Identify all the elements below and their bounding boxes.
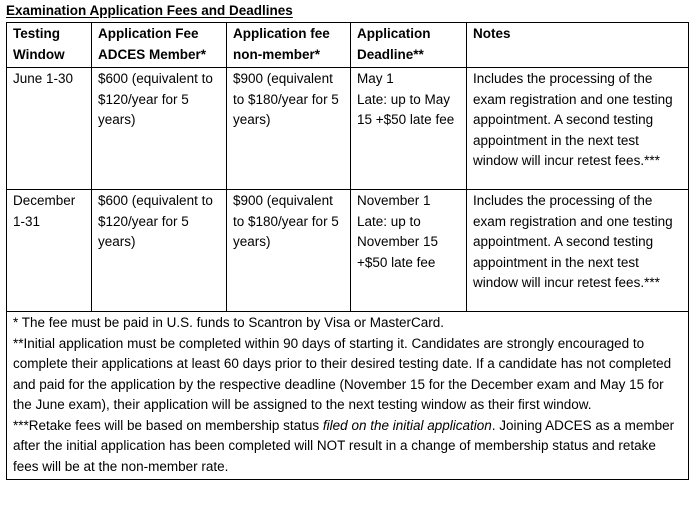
cell-notes: Includes the processing of the exam registration and one testing appointment. A second testing appointment in the next test window will incur retest fees.***	[467, 68, 689, 190]
cell-nonmember-fee: $900 (equivalent to $180/year for 5 years)	[227, 190, 351, 312]
cell-member-fee: $600 (equivalent to $120/year for 5 years)	[92, 68, 227, 190]
cell-window: December 1-31	[7, 190, 92, 312]
deadline-date: May 1	[357, 71, 394, 86]
cell-notes: Includes the processing of the exam registration and one testing appointment. A second testing appointment in the next test window will incur retest fees.***	[467, 190, 689, 312]
table-row	[7, 190, 689, 312]
footnote-application: **Initial application must be completed within 90 days of starting it. Candidates are strongly encouraged to complete their applications at least 60 days prior to their desired testing date. If a candidate has not completed and paid for the application by the respective deadline (November 15 for the December exam and May 15 for the June exam), their application will be assigned to the next testing window as their first window.	[13, 335, 672, 412]
cell-deadline	[351, 68, 467, 190]
cell-deadline	[351, 190, 467, 312]
header-nonmember-fee: Application fee non-member*	[227, 23, 351, 68]
retake-prefix: ***Retake fees will be based on membership status	[13, 417, 323, 433]
fees-table	[6, 22, 689, 480]
table-row	[7, 68, 689, 190]
footnote-retake	[13, 416, 682, 478]
deadline-late: Late: up to May 15 +$50 late fee	[357, 91, 455, 127]
cell-nonmember-fee: $900 (equivalent to $180/year for 5 years)	[227, 68, 351, 190]
table-header-row	[7, 23, 689, 68]
footnote-fee: * The fee must be paid in U.S. funds to Scantron by Visa or MasterCard.	[13, 315, 444, 330]
header-testing-window: Testing Window	[7, 23, 92, 68]
footnotes-cell	[7, 312, 689, 480]
cell-window: June 1-30	[7, 68, 92, 190]
retake-emphasis: filed on the initial application	[322, 417, 492, 433]
footnotes-row	[7, 312, 689, 480]
document-title: Examination Application Fees and Deadlines	[6, 3, 293, 18]
header-deadline: Application Deadline**	[351, 23, 467, 68]
header-notes: Notes	[467, 23, 689, 68]
header-member-fee: Application Fee ADCES Member*	[92, 23, 227, 68]
cell-member-fee: $600 (equivalent to $120/year for 5 years)	[92, 190, 227, 312]
deadline-date: November 1	[357, 193, 431, 208]
deadline-late: Late: up to November 15 +$50 late fee	[357, 213, 439, 270]
retake-suffix: . Joining ADCES as a member after the initial application has been completed will NOT result in a change of membership status and retake fees will be at the non-member rate.	[13, 417, 675, 474]
